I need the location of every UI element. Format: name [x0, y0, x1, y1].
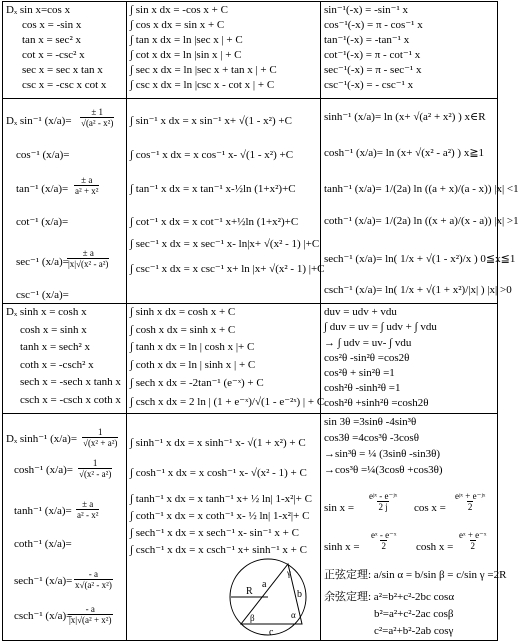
law-of-cosines: b²=a²+c²-2ac cosβ [374, 608, 454, 620]
trig-integral: ∫ sin x dx = -cos x + C [130, 4, 228, 16]
inverse-identity: sec⁻¹(-x) = π - sec⁻¹ x [324, 64, 422, 76]
grid-line [2, 413, 498, 414]
grid-line [320, 1, 321, 641]
inverse-identity: csc⁻¹(-x) = - csc⁻¹ x [324, 79, 414, 91]
formula-lhs: cosh⁻¹ (x/a)= [324, 147, 383, 159]
identity: cosh²θ -sinh²θ =1 [324, 382, 401, 394]
hyperbolic-integral: ∫ csch x dx = 2 ln | (1 + e⁻ˣ)/√(1 - e⁻²ˣ) | + C [130, 396, 325, 408]
numerator: eˣ - e⁻ˣ [371, 530, 397, 540]
inverse-trig-derivative: Dₓ sin⁻¹ (x/a)= [6, 115, 72, 127]
trig-derivative: cot x = -csc² x [22, 49, 85, 61]
integration-rule: → ∫ udv = uv- ∫ vdu [324, 337, 412, 349]
trig-integral: ∫ sec x dx = ln |sec x + tan x | + C [130, 64, 277, 76]
euler-formula-lhs: sin x = [324, 502, 355, 514]
fraction [82, 427, 118, 448]
fraction [76, 499, 99, 520]
angle-beta-label: β [250, 613, 255, 623]
hyperbolic-derivative: coth x = -csch² x [20, 359, 94, 371]
denominator: a² + x² [75, 186, 99, 196]
numerator: - a [88, 569, 99, 579]
side-c-label: c [269, 627, 274, 638]
denominator: 2 [381, 541, 386, 551]
hyperbolic-derivative: Dₓ sinh x = cosh x [6, 306, 87, 318]
inverse-hyperbolic-integral: ∫ sinh⁻¹ x dx = x sinh⁻¹ x- √(1 + x²) + C [130, 437, 306, 449]
grid-line [2, 303, 498, 304]
angle-alpha-label: α [291, 610, 296, 620]
numerator: 1 [92, 458, 98, 468]
denominator: x√(a² - x²) [75, 580, 112, 590]
multiple-angle-identity: →cos³θ =¼(3cosθ +cos3θ) [324, 464, 443, 476]
grid-line [497, 1, 498, 641]
angle-gamma-label: γ [287, 568, 291, 578]
numerator: ± a [82, 499, 94, 509]
inverse-hyperbolic-log [324, 215, 519, 227]
grid-line [2, 1, 3, 641]
inverse-trig-integral: ∫ sec⁻¹ x dx = x sec⁻¹ x- ln|x+ √(x² - 1) |+C [130, 238, 320, 250]
numerator: ± 1 [91, 107, 104, 117]
inverse-hyperbolic-integral: ∫ sech⁻¹ x dx = x sech⁻¹ x- sin⁻¹ x + C [130, 527, 299, 539]
hyperbolic-integral: ∫ cosh x dx = sinh x + C [130, 324, 236, 336]
fraction [370, 530, 397, 551]
inverse-trig-integral: ∫ cos⁻¹ x dx = x cos⁻¹ x- √(1 - x²) +C [130, 149, 294, 161]
fraction [68, 604, 113, 625]
inverse-trig-derivative: cot⁻¹ (x/a)= [16, 216, 69, 228]
multiple-angle-identity: cos3θ =4cos³θ -3cosθ [324, 432, 419, 444]
fraction [458, 530, 488, 551]
multiple-angle-identity: sin 3θ =3sinθ -4sin³θ [324, 416, 417, 428]
integration-rule: ∫ duv = uv = ∫ udv + ∫ vdu [324, 321, 437, 333]
denominator: √(x² + a²) [83, 438, 118, 448]
multiple-angle-identity: →sin³θ = ¼ (3sinθ -sin3θ) [324, 448, 441, 460]
inverse-trig-integral: ∫ tan⁻¹ x dx = x tan⁻¹ x-½ln (1+x²)+C [130, 183, 296, 195]
inverse-hyperbolic-derivative: csch⁻¹ (x/a)= [14, 610, 73, 622]
side-b-label: b [297, 589, 302, 600]
inverse-hyperbolic-log [324, 183, 519, 195]
formula-lhs: tanh⁻¹ (x/a)= [324, 183, 382, 195]
formula-lhs: csch⁻¹ (x/a)= [324, 284, 383, 296]
inverse-trig-derivative: tan⁻¹ (x/a)= [16, 183, 69, 195]
circumscribed-triangle-figure [228, 553, 318, 639]
inverse-trig-derivative: cos⁻¹ (x/a)= [16, 149, 70, 161]
trig-derivative: sec x = sec x tan x [22, 64, 103, 76]
fraction [74, 569, 113, 590]
inverse-hyperbolic-integral: ∫ tanh⁻¹ x dx = x tanh⁻¹ x+ ½ ln| 1-x²|+ C [130, 493, 312, 505]
formula-rhs: 1/(2a) ln ((a + x)/(a - x)) |x| <1 [384, 183, 519, 195]
fraction [74, 175, 99, 196]
identity: cosh²θ +sinh²θ =cosh2θ [324, 397, 429, 409]
euler-formula-lhs: sinh x = [324, 541, 360, 553]
trig-derivative: Dₓ sin x=cos x [6, 4, 71, 16]
inverse-hyperbolic-log [324, 111, 486, 123]
radius-label: R [246, 586, 253, 597]
trig-integral: ∫ cos x dx = sin x + C [130, 19, 225, 31]
numerator: eʲˣ - e⁻ʲˣ [369, 491, 398, 501]
denominator: |x|√(a² + x²) [69, 615, 112, 625]
inverse-identity: tan⁻¹(-x) = -tan⁻¹ x [324, 34, 410, 46]
formula-rhs: 1/(2a) ln ((x + a)/(x - a)) |x| >1 [384, 215, 519, 227]
grid-line [126, 1, 127, 641]
trig-derivative: csc x = -csc x cot x [22, 79, 107, 91]
identity: cos²θ -sin²θ =cos2θ [324, 352, 410, 364]
denominator: 2 [467, 502, 473, 512]
denominator: √(x² - a²) [79, 469, 112, 479]
euler-formula-lhs: cos x = [414, 502, 446, 514]
inverse-trig-derivative: csc⁻¹ (x/a)= [16, 289, 69, 301]
trig-integral: ∫ tan x dx = ln |sec x | + C [130, 34, 243, 46]
inverse-trig-integral: ∫ cot⁻¹ x dx = x cot⁻¹ x+½ln (1+x²)+C [130, 216, 299, 228]
denominator: a² - x² [77, 510, 99, 520]
fraction [454, 491, 486, 512]
inverse-trig-integral: ∫ csc⁻¹ x dx = x csc⁻¹ x+ ln |x+ √(x² - 1) |+C [130, 263, 325, 275]
denominator: |x|√(x² - a²) [68, 259, 109, 269]
formula-lhs: coth⁻¹ (x/a)= [324, 215, 382, 227]
grid-line [2, 1, 498, 2]
denominator: √(a² - x²) [81, 118, 114, 128]
trig-derivative: tan x = sec² x [22, 34, 81, 46]
identity: cos²θ + sin²θ =1 [324, 367, 395, 379]
hyperbolic-integral: ∫ sinh x dx = cosh x + C [130, 306, 236, 318]
inverse-hyperbolic-derivative: Dₓ sinh⁻¹ (x/a)= [6, 433, 78, 445]
inverse-identity: cot⁻¹(-x) = π - cot⁻¹ x [324, 49, 421, 61]
denominator: 2 j [378, 502, 388, 512]
numerator: ± a [81, 175, 93, 185]
numerator: - a [85, 604, 95, 614]
inverse-hyperbolic-derivative: coth⁻¹ (x/a)= [14, 538, 72, 550]
formula-sheet [2, 1, 519, 641]
grid-line [2, 98, 498, 99]
formula-rhs: ln( 1/x + √(1 - x²)/x ) 0≦x≦1 [385, 253, 516, 265]
formula-rhs: ln( 1/x + √(1 + x²)/|x| ) |x| >0 [385, 284, 512, 296]
numerator: eʲˣ + e⁻ʲˣ [455, 491, 486, 501]
fraction [67, 248, 109, 269]
trig-integral: ∫ csc x dx = ln |csc x - cot x | + C [130, 79, 275, 91]
hyperbolic-derivative: cosh x = sinh x [20, 324, 87, 336]
inverse-hyperbolic-integral: ∫ cosh⁻¹ x dx = x cosh⁻¹ x- √(x² - 1) + C [130, 467, 307, 479]
inverse-identity: cos⁻¹(-x) = π - cos⁻¹ x [324, 19, 423, 31]
integration-rule: duv = udv + vdu [324, 306, 397, 318]
numerator: ± a [82, 248, 94, 258]
denominator: 2 [470, 541, 476, 551]
numerator: eˣ + e⁻ˣ [459, 530, 487, 540]
fraction [78, 458, 112, 479]
law-of-sines: 正弦定理: a/sin α = b/sin β = c/sin γ =2R [324, 569, 507, 581]
inverse-hyperbolic-integral: ∫ csch⁻¹ x dx = x csch⁻¹ x+ sinh⁻¹ x + C [130, 544, 307, 556]
inverse-hyperbolic-log [324, 253, 515, 265]
inverse-hyperbolic-derivative: sech⁻¹ (x/a)= [14, 575, 73, 587]
inverse-hyperbolic-derivative: cosh⁻¹ (x/a)= [14, 464, 73, 476]
fraction [368, 491, 398, 512]
inverse-hyperbolic-derivative: tanh⁻¹ (x/a)= [14, 505, 72, 517]
hyperbolic-integral: ∫ sech x dx = -2tan⁻¹ (e⁻ˣ) + C [130, 377, 264, 389]
formula-lhs: sech⁻¹ (x/a)= [324, 253, 383, 265]
formula-rhs: ln (x+ √(a² + x²) ) x∈R [383, 111, 486, 123]
hyperbolic-derivative: sech x = -sech x tanh x [20, 376, 121, 388]
fraction [80, 107, 114, 128]
hyperbolic-derivative: csch x = -csch x coth x [20, 394, 121, 406]
formula-lhs: sinh⁻¹ (x/a)= [324, 111, 382, 123]
inverse-identity: sin⁻¹(-x) = -sin⁻¹ x [324, 4, 408, 16]
hyperbolic-integral: ∫ tanh x dx = ln | cosh x |+ C [130, 341, 255, 353]
euler-formula-lhs: cosh x = [416, 541, 454, 553]
law-of-cosines: c²=a²+b²-2ab cosγ [374, 625, 454, 637]
inverse-hyperbolic-integral: ∫ coth⁻¹ x dx = x coth⁻¹ x- ½ ln| 1-x²|+ C [130, 510, 310, 522]
hyperbolic-integral: ∫ coth x dx = ln | sinh x | + C [130, 359, 256, 371]
inverse-hyperbolic-log [324, 284, 512, 296]
side-a-label: a [262, 579, 267, 590]
inverse-trig-integral: ∫ sin⁻¹ x dx = x sin⁻¹ x+ √(1 - x²) +C [130, 115, 292, 127]
numerator: 1 [97, 427, 103, 437]
formula-rhs: ln (x+ √(x² - a²) ) x≧1 [385, 147, 485, 159]
hyperbolic-derivative: tanh x = sech² x [20, 341, 90, 353]
grid-line [2, 640, 498, 641]
law-of-cosines: 余弦定理: a²=b²+c²-2bc cosα [324, 591, 455, 603]
trig-derivative: cos x = -sin x [22, 19, 82, 31]
inverse-hyperbolic-log [324, 147, 484, 159]
inverse-trig-derivative: sec⁻¹ (x/a)= [16, 256, 69, 268]
trig-integral: ∫ cot x dx = ln |sin x | + C [130, 49, 242, 61]
